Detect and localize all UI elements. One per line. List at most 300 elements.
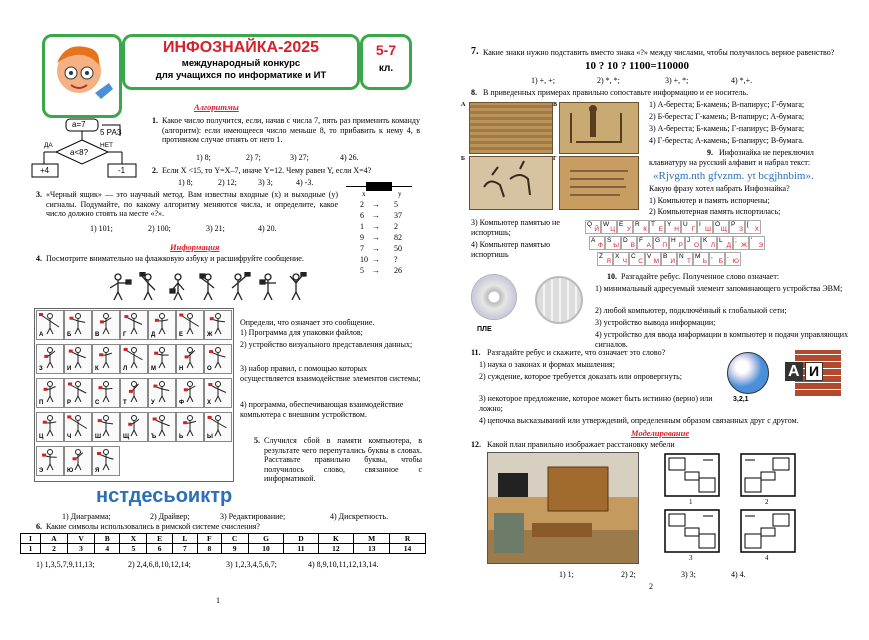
keyboard-key: [717, 236, 733, 250]
q7-opt-3: 3) +, *;: [665, 76, 689, 85]
key-cyrillic: Т: [687, 258, 691, 265]
flag-letter-label: У: [151, 400, 155, 406]
q11-opt-2: 2) суждение, которое требуется доказать или опровергнуть;: [479, 372, 682, 381]
media-papyrus-image: [559, 102, 639, 154]
key-latin: Q: [587, 221, 593, 228]
floor-plan-3: [663, 508, 721, 562]
q5-opt-2: 2) Драйвер;: [150, 512, 190, 521]
key-latin: C: [631, 253, 636, 260]
key-latin: H: [671, 237, 676, 244]
contest-subtitle-2: для учащихся по информатике и ИТ: [155, 70, 327, 81]
keyboard-key: [725, 252, 741, 266]
roman-number-cell: 8: [198, 544, 222, 554]
black-box-input: 9: [360, 233, 364, 242]
arrow-right-icon: →: [372, 233, 380, 242]
roman-number-cell: 10: [248, 544, 284, 554]
key-latin: P: [731, 221, 736, 228]
q6-opt-4: 4) 8,9,10,11,12,13,14.: [308, 560, 379, 569]
key-cyrillic: Я: [606, 258, 611, 265]
keyboard-key: [617, 220, 633, 234]
q1-number: 1.: [152, 116, 158, 125]
q4-opt-3: 3) набор правил, с помощью которых осуществляется взаимодействие элементов системы;: [240, 364, 421, 383]
black-box-input: 2: [360, 200, 364, 209]
flag-letter-cell: [36, 344, 64, 374]
flow-condition: a<8?: [70, 148, 89, 157]
black-box-output: ?: [394, 255, 398, 264]
key-latin: I: [699, 221, 701, 228]
arrow-right-icon: →: [372, 222, 380, 231]
flag-letter-label: Я: [95, 468, 100, 474]
flow-counter: 5 РАЗ: [100, 128, 122, 137]
keyboard-key: [697, 220, 713, 234]
q12-opt-3: 3) 3;: [681, 570, 696, 579]
q6-opt-3: 3) 1,2,3,4,5,6,7;: [226, 560, 277, 569]
media-birchbark-image: [469, 102, 553, 154]
black-box-output: 82: [394, 233, 402, 242]
q8-opt-3: 3) А-береста; Б-камень; Г-папирус; В-бумага;: [649, 124, 805, 133]
flag-letter-cell: [148, 378, 176, 408]
key-latin: B: [663, 253, 668, 260]
key-cyrillic: Х: [754, 226, 759, 233]
key-latin: O: [715, 221, 721, 228]
q5-text: Случился сбой в памяти компьютера, в результате чего перепутались буквы в словах. Расставьте правильно буквы, чтобы получилось слово, связанное с информатикой.: [264, 436, 422, 484]
flag-letter-label: И: [67, 366, 72, 372]
key-latin: ': [751, 237, 753, 244]
q10-opt-3: 3) устройство вывода информации;: [595, 318, 716, 327]
key-cyrillic: В: [630, 242, 635, 249]
section-modeling: Моделирование: [631, 428, 690, 438]
q2-text: Если X <15, то Y=X–7, иначе Y=12. Чему равен Y, если X=4?: [162, 166, 372, 175]
key-latin: M: [695, 253, 701, 260]
flow-no: НЕТ: [100, 142, 113, 149]
flag-letter-label: К: [95, 366, 99, 372]
keyboard-key: [665, 220, 681, 234]
flag-letter-cell: [148, 310, 176, 340]
q1-opt-4: 4) 26.: [340, 153, 359, 162]
key-cyrillic: З: [739, 226, 743, 233]
key-cyrillic: Л: [710, 242, 715, 249]
q5-number: 5.: [254, 436, 260, 445]
flag-letter-label: Д: [151, 332, 156, 338]
key-cyrillic: Ц: [610, 226, 615, 233]
q10-opt-4: 4) устройство для ввода информации в компьютер и подачи управляющих сигналов.: [595, 330, 849, 349]
key-cyrillic: Б: [718, 258, 723, 265]
keyboard-key: [749, 236, 765, 250]
keyboard-key: [653, 236, 669, 250]
key-latin: U: [683, 221, 688, 228]
key-latin: D: [623, 237, 628, 244]
floor-plan-1: [663, 452, 721, 506]
key-latin: G: [655, 237, 661, 244]
rebus-letter-a: А: [785, 362, 803, 381]
roman-letter-cell: C: [221, 534, 248, 544]
flag-letter-cell: [64, 344, 92, 374]
keyboard-key: [733, 236, 749, 250]
flag-letter-cell: [36, 310, 64, 340]
q2-opt-1: 1) 8;: [178, 178, 193, 187]
key-cyrillic: О: [693, 242, 699, 249]
q9-number: 9.: [707, 148, 713, 157]
key-latin: S: [607, 237, 612, 244]
black-box-line: [346, 186, 412, 187]
keyboard-key: [613, 252, 629, 266]
q9-typed-text: «Rjvgm.nth gfvznm. yt bcgjhnbim».: [653, 170, 814, 182]
q4-opt-2: 2) устройство визуального представления данных;: [240, 340, 413, 349]
roman-number-cell: 12: [318, 544, 354, 554]
key-latin: K: [703, 237, 708, 244]
living-room-photo: [487, 452, 639, 564]
arrow-right-icon: →: [372, 200, 380, 209]
media-label-b: Б: [461, 156, 465, 162]
media-label-v: В: [553, 102, 558, 108]
key-cyrillic: Щ: [720, 226, 727, 233]
q9-text: Инфознайка не переключил клавиатуру на русский алфавит и набрал текст:: [649, 148, 814, 167]
key-cyrillic: Ю: [732, 258, 739, 265]
flag-letter-label: Ж: [207, 332, 213, 338]
flag-message-figures: [104, 272, 310, 302]
flag-letter-cell: [36, 446, 64, 476]
flag-letter-cell: [148, 344, 176, 374]
key-cyrillic: Ч: [622, 258, 627, 265]
q2-opt-3: 3) 3;: [258, 178, 273, 187]
q8-opt-4: 4) Г-береста; А-камень; Б-папирус; В-бумага.: [649, 136, 804, 145]
grade-number: 5-7: [375, 42, 397, 58]
roman-number-cell: 9: [221, 544, 248, 554]
black-box-output: 50: [394, 244, 402, 253]
floor-plan-4: [739, 508, 797, 562]
contest-title: ИНФОЗНАЙКА-2025: [162, 39, 320, 56]
flag-letter-label: А: [39, 332, 44, 338]
black-box-input: 6: [360, 211, 364, 220]
key-latin: Z: [599, 253, 603, 260]
black-box-input: 1: [360, 222, 364, 231]
roman-number-cell: 5: [120, 544, 147, 554]
roman-number-cell: 1: [21, 544, 41, 554]
key-cyrillic: Ы: [613, 242, 619, 249]
q10-number: 10.: [607, 272, 617, 281]
arrow-right-icon: →: [372, 211, 380, 220]
flag-letter-cell: [64, 412, 92, 442]
section-algorithms: Алгоритмы: [194, 102, 239, 112]
keyboard-key: [601, 220, 617, 234]
roman-number-cell: 7: [172, 544, 197, 554]
q5-scrambled-word: нстдесьоиктр: [96, 485, 233, 507]
keyboard-key: [713, 220, 729, 234]
key-cyrillic: Ь: [702, 258, 707, 265]
black-box-output: 5: [394, 200, 398, 209]
q2-opt-2: 2) 12;: [218, 178, 237, 187]
key-latin: Y: [667, 221, 672, 228]
q11-text: Разгадайте ребус и скажите, что означает это слово?: [487, 348, 666, 357]
q6-opt-1: 1) 1,3,5,7,9,11,13;: [36, 560, 95, 569]
keyboard-key: [637, 236, 653, 250]
q9-question: Какую фразу хотел набрать Инфознайка?: [649, 184, 790, 193]
q9-opt-1: 1) Компьютер и память испорчены;: [649, 196, 770, 205]
q12-text: Какой план правильно изображает расстановку мебели: [487, 440, 675, 449]
q5-opt-3: 3) Редактирование;: [220, 512, 286, 521]
q8-text: В приведенных примерах правильно сопоставьте информацию и ее носитель.: [483, 88, 749, 97]
page-number-2: 2: [649, 582, 653, 591]
flag-letter-label: Щ: [123, 434, 130, 440]
roman-letter-cell: L: [172, 534, 197, 544]
page-2: [435, 0, 869, 640]
floor-plan-label: 2: [765, 498, 769, 506]
black-box-input: 7: [360, 244, 364, 253]
flag-letter-cell: [176, 378, 204, 408]
black-box-output: 2: [394, 222, 398, 231]
q8-opt-1: 1) А-береста; Б-камень; В-папирус; Г-бумага;: [649, 100, 805, 109]
q4-number: 4.: [36, 254, 42, 263]
keyboard-key: [681, 220, 697, 234]
q10-opt-2: 2) любой компьютер, подключённый к глобальной сети;: [595, 306, 787, 315]
q2-number: 2.: [152, 166, 158, 175]
roman-number-cell: 3: [68, 544, 95, 554]
q5-opt-1: 1) Диаграмма;: [62, 512, 111, 521]
key-latin: E: [619, 221, 624, 228]
q9-opt-2: 2) Компьютерная память испортилась;: [649, 207, 781, 216]
q9-opt-3: 3) Компьютер памятью не испортишь;: [471, 218, 560, 237]
q11-opt-3: 3) некоторое предложение, которое может быть истинно (верно) или ложно;: [479, 394, 713, 413]
flag-letter-cell: [92, 412, 120, 442]
flag-letter-label: Ф: [179, 400, 185, 406]
keyboard-key: [669, 236, 685, 250]
key-cyrillic: И: [670, 258, 675, 265]
roman-letter-cell: X: [120, 534, 147, 544]
flag-letter-cell: [120, 412, 148, 442]
flag-letter-label: Е: [179, 332, 184, 338]
flag-letter-cell: [120, 378, 148, 408]
q8-number: 8.: [471, 88, 477, 97]
arrow-right-icon: →: [372, 266, 380, 275]
keyboard-key: [685, 236, 701, 250]
flag-letter-cell: [176, 344, 204, 374]
media-paper-image: [559, 156, 639, 210]
roman-number-cell: 13: [354, 544, 390, 554]
keyboard-key: [621, 236, 637, 250]
roman-letter-cell: K: [318, 534, 354, 544]
roman-letter-cell: F: [198, 534, 222, 544]
flag-letter-label: Ь: [179, 434, 184, 440]
keyboard-key: [649, 220, 665, 234]
q3-opt-3: 3) 21;: [206, 224, 225, 233]
keyboard-key: [645, 252, 661, 266]
page-number-1: 1: [216, 596, 220, 605]
key-cyrillic: Э: [758, 242, 763, 249]
keyboard-key: [597, 252, 613, 266]
flag-letter-cell: [148, 412, 176, 442]
q12-opt-4: 4) 4.: [731, 570, 746, 579]
key-cyrillic: П: [662, 242, 667, 249]
flag-letter-cell: [64, 446, 92, 476]
q7-text: Какие знаки нужно подставить вместо знака «?» между числами, чтобы получилось верное равенство?: [483, 48, 835, 57]
black-box-y-label: y: [398, 190, 402, 198]
black-box-x-label: x: [362, 190, 366, 198]
floor-plan-label: 3: [689, 554, 693, 562]
key-latin: R: [635, 221, 640, 228]
floor-plan-2: [739, 452, 797, 506]
key-cyrillic: Д: [726, 242, 731, 249]
flag-letter-label: М: [151, 366, 156, 372]
flag-letter-label: Г: [123, 332, 127, 338]
key-cyrillic: М: [653, 258, 659, 265]
q12-number: 12.: [471, 440, 481, 449]
key-latin: .: [727, 253, 729, 260]
q7-opt-4: 4) *,+.: [731, 76, 753, 85]
roman-letter-cell: G: [248, 534, 284, 544]
flag-letter-label: З: [39, 366, 43, 372]
key-cyrillic: Е: [658, 226, 663, 233]
roman-number-cell: 6: [147, 544, 172, 554]
rebus-ball-image: [727, 352, 769, 394]
q7-number: 7.: [471, 46, 479, 57]
key-cyrillic: А: [646, 242, 651, 249]
black-box-output: 37: [394, 211, 402, 220]
q7-opt-1: 1) +, +;: [531, 76, 555, 85]
section-information: Информация: [170, 242, 220, 252]
rebus-disc-label: ПЛЕ: [477, 326, 492, 333]
flag-letter-label: О: [207, 366, 212, 372]
keyboard-key: [633, 220, 649, 234]
q6-text: Какие символы использовались в римской системе счисления?: [46, 522, 260, 531]
roman-letter-cell: A: [41, 534, 68, 544]
key-latin: ;: [735, 237, 737, 244]
q9-opt-4: 4) Компьютер памятью испортишь: [471, 240, 551, 259]
key-latin: V: [647, 253, 652, 260]
q8-opt-2: 2) Б-береста; Г-камень; В-папирус; А-бумага;: [649, 112, 805, 121]
q4-opt-4: 4) программа, обеспечивающая взаимодействие компьютера с внешним устройством.: [240, 400, 404, 419]
q3-number: 3.: [36, 190, 42, 199]
flag-letter-label: Л: [123, 366, 128, 372]
flag-letter-cell: [92, 310, 120, 340]
flag-letter-cell: [92, 344, 120, 374]
q7-equation: 10 ? 10 ? 1100=110000: [585, 60, 690, 72]
roman-number-cell: 11: [284, 544, 318, 554]
flag-letter-cell: [120, 310, 148, 340]
q4-opt-1: 1) Программа для упаковки файлов;: [240, 328, 363, 337]
key-cyrillic: Г: [691, 226, 695, 233]
media-label-g: Г: [553, 156, 557, 162]
keyboard-key: [661, 252, 677, 266]
keyboard-key: [629, 252, 645, 266]
arrow-right-icon: →: [372, 244, 380, 253]
key-cyrillic: Р: [678, 242, 683, 249]
q7-opt-2: 2) *, *;: [597, 76, 620, 85]
flag-letter-label: П: [39, 400, 44, 406]
flag-letter-label: С: [95, 400, 100, 406]
flag-letter-label: В: [95, 332, 100, 338]
q1-opt-1: 1) 8;: [196, 153, 211, 162]
q11-number: 11.: [471, 348, 481, 357]
mascot-logo: [42, 34, 122, 118]
key-latin: N: [679, 253, 684, 260]
keyboard-key: [605, 236, 621, 250]
rebus-countdown: 3,2,1: [733, 396, 749, 403]
black-box-output: 26: [394, 266, 402, 275]
page-1: [0, 0, 434, 640]
keyboard-key: [709, 252, 725, 266]
roman-number-cell: 14: [390, 544, 426, 554]
q12-opt-1: 1) 1;: [559, 570, 574, 579]
flag-letter-cell: [204, 344, 232, 374]
key-latin: W: [603, 221, 610, 228]
flag-letter-cell: [64, 310, 92, 340]
q3-text: «Черный ящик» — это научный метод. Вам известны входные (x) и выходные (y) сигналы. Подумайте, по какому алгоритму меняются числа, и определите, какое число должно стоять на месте «?».: [46, 190, 338, 219]
key-latin: A: [591, 237, 596, 244]
keyboard-key: [585, 220, 601, 234]
key-cyrillic: Й: [594, 226, 599, 233]
q1-opt-2: 2) 7;: [246, 153, 261, 162]
keyboard-key: [693, 252, 709, 266]
flag-letter-cell: [204, 310, 232, 340]
rebus-letter-i: И: [805, 362, 823, 381]
roman-letter-cell: R: [390, 534, 426, 544]
q6-number: 6.: [36, 522, 42, 531]
black-box-input: 5: [360, 266, 364, 275]
key-latin: X: [615, 253, 620, 260]
arrow-right-icon: →: [372, 255, 380, 264]
key-cyrillic: Ш: [705, 226, 711, 233]
grade-label: кл.: [378, 63, 394, 74]
media-stone-image: [469, 156, 553, 210]
q1-text: Какое число получится, если, начав с числа 7, пять раз применить команду (алгоритм): если имеющееся число меньше 8, то прибавить к нему 4, в противном случае отнять от него 1.: [162, 116, 420, 145]
q4-question: Определи, что означает это сообщение.: [240, 318, 375, 327]
flag-letter-cell: [36, 412, 64, 442]
flag-letter-label: Н: [179, 366, 184, 372]
key-cyrillic: Н: [674, 226, 679, 233]
flag-letter-label: Р: [67, 400, 72, 406]
q11-opt-4: 4) цепочка высказываний или утверждений, определенным образом связанных друг с другом.: [479, 416, 799, 425]
flow-yes-action: +4: [40, 166, 50, 175]
flag-letter-cell: [204, 412, 232, 442]
key-cyrillic: Ф: [598, 242, 603, 249]
media-label-a: А: [461, 102, 466, 108]
flag-letter-label: Ю: [67, 468, 74, 474]
flow-start: a=7: [72, 120, 86, 129]
q6-opt-2: 2) 2,4,6,8,10,12,14;: [128, 560, 191, 569]
roman-number-cell: 2: [41, 544, 68, 554]
flow-yes: ДА: [44, 142, 53, 149]
flag-letter-label: Т: [123, 400, 127, 406]
contest-subtitle-1: международный конкурс: [181, 58, 301, 69]
flag-letter-cell: [176, 310, 204, 340]
flag-letter-cell: [204, 378, 232, 408]
flag-letter-cell: [120, 344, 148, 374]
flag-letter-label: Ъ: [151, 434, 157, 440]
flag-letter-label: Э: [39, 468, 44, 474]
key-latin: J: [687, 237, 691, 244]
q3-opt-2: 2) 100;: [148, 224, 171, 233]
cd-disc-image: [471, 274, 517, 320]
flag-letter-label: Ц: [39, 434, 44, 440]
key-latin: ,: [711, 253, 713, 260]
flag-letter-label: Х: [207, 400, 212, 406]
flag-letter-cell: [64, 378, 92, 408]
q12-opt-2: 2) 2;: [621, 570, 636, 579]
key-cyrillic: Ж: [740, 242, 747, 249]
key-latin: T: [651, 221, 655, 228]
flag-letter-cell: [92, 378, 120, 408]
q5-opt-4: 4) Дискретность.: [330, 512, 389, 521]
keyboard-key: [729, 220, 745, 234]
flag-letter-cell: [92, 446, 120, 476]
black-box-input: 10: [360, 255, 368, 264]
key-latin: F: [639, 237, 643, 244]
q4-text: Посмотрите внимательно на флажковую азбуку и расшифруйте сообщение.: [46, 254, 304, 263]
mascot-face-icon: [45, 37, 119, 115]
roman-letter-cell: E: [147, 534, 172, 544]
roman-number-cell: 4: [95, 544, 120, 554]
q10-opt-1: 1) минимальный адресуемый элемент запоминающего устройства ЭВМ;: [595, 284, 843, 293]
